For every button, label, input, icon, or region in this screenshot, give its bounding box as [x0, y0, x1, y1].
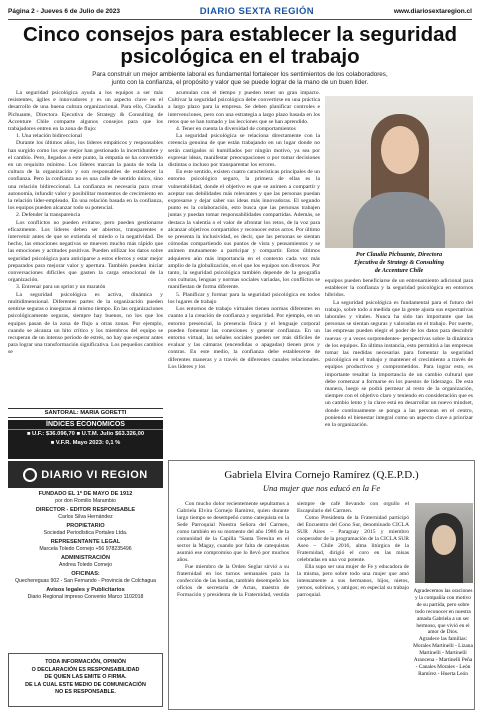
indices-title: ÍNDICES ECONÓMICOS [8, 420, 163, 430]
photo-body [353, 192, 445, 248]
subtitle-line-1: Para construir un mejor ambiente laboral es fundamental fortalecer los sentimientos de los colaboradores, [92, 71, 388, 78]
notice-line: DE LA CUAL ESTE MEDIO DE COMUNICACIÓN [25, 681, 146, 688]
section-heading: 1. Una relación bidireccional [16, 133, 83, 140]
staff-value: Marcela Toledo Cornejo +56 978235496 [39, 545, 132, 552]
header-rule [8, 19, 472, 20]
obituary-acknowledgement [413, 588, 473, 678]
article-subtitle [30, 71, 450, 87]
staff-value: Andrea Toledo Cornejo [59, 561, 112, 568]
paragraph: acumulan con el tiempo y pueden tener un gran impacto. Cultivar la seguridad psicológica debe convertirse en una práctica a largo plazo para la empresa. Se deben planificar controles e intervenciones, pero con una estrategia a largo plazo basada en los retos que se han tomado y las lecciones que se han aprendido. [168, 90, 320, 125]
staff-label: REPRESENTANTE LEGAL [50, 539, 121, 545]
paragraph: La seguridad psicológica ayuda a los equipos a ser más resistentes, ágiles e innovadores y es un aspecto clave en el desarrollo de una buena cultura organizacional. Para ello, Claudia Pichuante, Directora Ejecutiva de Strategy & Consulting de Accenture Chile comparte algunos consejos para que los trabajadores entren en la zona de flujo: [8, 90, 163, 133]
paragraph: Los entornos de trabajo virtuales tienen normas diferentes en cuanto a la creación de confianza y seguridad. Por ejemplo, en un entorno presencial, la presencia física y el lenguaje corporal pueden fomentar las conexiones y generar confianza. En un entorno virtual, las señales sociales pueden ser más difíciles de evaluar y las cámaras (encendidas o apagadas) tienen pros y contras. En este medio, la confianza debe establecerse de diferentes maneras y a través de diferentes canales relacionales. Los líderes y los [168, 306, 320, 370]
staff-label: OFICINAS: [71, 571, 100, 577]
paragraph: La seguridad psicológica es activa, dinámica y multidimensional. Diferentes partes de la organización pueden sentirse seguras o inseguras al mismo tiempo. En las organizaciones psicológicamente seguras, siempre hay buenos, no los que los equipos pasan de la zona de flujo a otras zonas. Por ejemplo, cuando se alcanza un hito crítico y los miembros del equipo se recuperan de un intenso período de estrés, no hay que esperar antes para lograr una transformación significativa. Los pequeños cambios se [8, 291, 163, 356]
photo-caption [322, 251, 476, 275]
photo-face [432, 525, 456, 555]
masthead: DIARIO SEXTA REGIÓN [199, 5, 315, 17]
obituary-title: Gabriela Elvira Cornejo Ramírez (Q.E.P.D.) [224, 469, 419, 481]
obituary-box [168, 460, 475, 710]
article-title [10, 24, 470, 68]
paragraph: Con mucho dolor recientemente sepultamos a Gabriela Elvira Cornejo Ramírez, quien durante largo tiempo se desempeñó como catequista en la Sede Parroquial Nuestra Señora del Carmen, como también en su momento del año 1986 de la comunidad de la Capilla "Santa Teresita en el sector la Magay, cuando por falta de catequistas asumió ese compromiso que lo llevó por muchos años. [177, 501, 289, 563]
page-header [8, 4, 472, 18]
staff-value: Carlos Silva Hernández [58, 513, 113, 520]
paragraph: Ella supo ser una mujer de Fe y educadora de la misma, pero sobre todo una mujer que amó intensamente a sus hermanos, hijos, nietos, yernos, sobrinos, y amigos; en especial su trabajo parroquial. [297, 564, 409, 598]
families-list: Morales Martinelli - Lizana Martinelli - Martinelli Arancena - Martinelli Peña - Canales Morales - León Ramírez - Huerta León [413, 643, 473, 677]
ack-text: Agradecemos las oraciones y la compañía con motivo de su partida, pero sobre todo reconocer en nuestra amada Gabriela a un ser hermoso, que vivió en el amor de Dios. [413, 588, 473, 636]
responsibility-notice [8, 653, 163, 707]
economic-indices-box [8, 420, 163, 459]
paragraph: En este sentido, existen cuatro características principales de un entorno psicológico seguro, la primera de ellas es la vulnerabilidad, donde el objetivo es que se animen a compartir y aceptar sus debilidades más relevantes y que las personas puedan expresarse y dejar saber sus ideas más innovadoras. El segundo punto es la colaboración, esto busca que las personas trabajen juntas y puedan tomar responsabilidades compartidas. Además, se destaca la valentía o el valor de afrontar los retos, de la voz para alcanzar objetivos compartidos y reconocer estos actos. Por último se presenta la inclusividad, es decir, que las personas se sientan cómodas compartiendo sus puntos de vista y pensamientos y se animen mutuamente a participar y compartir. Estos últimos adquieren aún más importancia en el contexto cada vez más amplio de la globalización, en el que los equipos son diversos. Por tanto, la seguridad psicológica también depende de la geografía con culturas, lenguas y normas sociales variadas, los conflictos se manifiestan de forma diferente. [168, 169, 320, 291]
staff-label: FUNDADO EL 1º DE MAYO DE 1912 [38, 491, 133, 497]
section-heading: 2. Defender la transparencia [16, 212, 81, 219]
caption-line-3: de Accenture Chile [374, 267, 424, 274]
paragraph: Fue miembro de la Orden Seglar sirvió a su fraternidad en los turnos semanales para la confección de las hostias, también desempeñó los oficios de secretaria de Actas, maestra de Formación y presidenta de la Fraternidad, vestida siempre de café llevando con orgullo el Escapulario del Carmen. [177, 501, 409, 598]
section-heading: 3. Entrenar para un sprint y un maratón [16, 284, 106, 291]
section-heading: 5. Planificar y formar para la seguridad psicológica en todos los lugares de trabajo [168, 291, 320, 305]
article-column-2 [168, 90, 320, 455]
logo-emblem-icon [23, 468, 37, 482]
notice-line: TODA INFORMACIÓN, OPINIÓN [45, 659, 126, 665]
caption-line-1: Por Claudia Pichuante, Directora [355, 251, 443, 258]
section-heading: 4. Tener en cuenta la diversidad de comportamientos [176, 126, 296, 133]
paragraph: La seguridad psicológica es fundamental para el futuro del trabajo, sobre todo a medida que la gente ajusta sus expectativas laborales y vitales. Nunca ha sido tan importante que las personas se sientan seguras y valoradas en el trabajo. Por suerte, las empresas pueden elegir el poder de los datos para descubrir nuevas -y a veces sorprendentes- perspectivas sobre la dinámica de los equipos. En última instancia, esto permitirá a las empresas tomar las medidas necesarias para fomentar la seguridad psicológica en el trabajo y mantener el crecimiento a través de equipos productivos y comprometidos. Para lograr esto, es importante resaltar la importancia de un cambio cultural que debe comenzar a formarse en los puestos de liderazgo. De esta manera, luego se podrá permear al resto de la organización, siempre con el objetivo claro y teniendo en consideración que es un cambio lento y la clave está en desarrollar un nuevo mindset, donde continuamente se ponga a las personas en el centro, poniendo el bienestar integral como un aspecto clave a priorizar en la organización. [325, 299, 473, 429]
author-photo [325, 96, 473, 248]
obituary-photo [415, 503, 473, 583]
paragraph: Los conflictos no pueden evitarse, pero pueden gestionarse eficazmente. Los líderes deben ser abiertos, transparentes e intervenir antes de que se extienda el miedo o la negatividad. De hecho, las emociones negativas se mueven mucho más rápido que las emociones y actitudes positivas. Pueden utilizar los datos sobre seguridad psicológica para anticiparse a estos efectos y estar mejor preparados para mejorar valor y apertura. También pueden iniciar conversaciones difíciles que gasten la carga emocional de la organización. [8, 219, 163, 284]
staff-value: Quechereguas 902 - San Fernando - Provincia de Colchagua [14, 577, 156, 584]
thanks-label: Agradece las familias: [418, 636, 468, 643]
obituary-text [177, 501, 409, 706]
logo-text: DIARIO VI REGION [41, 468, 148, 481]
website-link[interactable]: www.diariosextaregion.cl [393, 7, 472, 15]
notice-line: O DECLARACIÓN ES RESPONSABILIDAD [31, 666, 140, 673]
article-column-1 [8, 90, 163, 405]
staff-label: DIRECTOR - EDITOR RESPONSABLE [35, 507, 136, 513]
staff-value: por don Romilio Marambio [55, 497, 116, 504]
title-line-2: psicológica en el trabajo [120, 45, 360, 68]
staff-value: Diario Regional impreso Convenio Marco 1102018 [27, 593, 144, 600]
notice-line: DE QUIEN LAS EMITE O FIRMA. [44, 674, 127, 680]
obituary-subtitle: Una mujer que nos educó en la Fe [262, 483, 381, 493]
notice-line: NO ES RESPONSABLE. [55, 689, 116, 695]
indices-row-2: ■ V.F.R. Mayo 2023: 0,1 % [50, 440, 121, 446]
indices-row-1: ■ U.F.: $36.096,70 ■ U.T.M. Julio $63.326,00 [26, 431, 145, 437]
title-line-1: Cinco consejos para establecer la seguridad [22, 23, 458, 46]
staff-label: Avisos legales y Publicitarios [46, 587, 125, 593]
paragraph: Como Presidenta de la Fraternidad participó del Encuentro del Cono Sur, denominado CICLA SUR Aires – Paraguay 2015 y miembro cooperador de la programación de la CICLA SUR Aseo – Chile 2016, alma litúrgica de la Fraternidad, dirigió el coro en las misas celebradas en una voz potente. [297, 515, 409, 563]
paragraph: Durante los últimos años, los líderes empáticos y responsables han surgido como los que mejor han gestionado la incertidumbre y el cambio. Pero, llegados a este punto, la empatía se ha convertido en un requisito mínimo. Los líderes marcan la pauta de toda la cultura de la organización y son responsables de establecer la confianza. Pero la confianza no es una calle de sentido único, sino una relación bidireccional. La confianza es necesaria para crear autonomía, infundir valor y posibilitar momentos de crecimiento en la relación líder-empleado. En una relación basada en la confianza, los equipos pueden alcanzar todo su potencial. [8, 140, 163, 212]
paragraph: equipos pueden beneficiarse de un entrenamiento adicional para establecer la confianza y la seguridad psicológica en entornos híbridos. [325, 278, 473, 299]
staff-box [8, 491, 163, 649]
page-date: Página 2 - Jueves 6 de Julio de 2023 [8, 7, 120, 15]
newspaper-logo [8, 461, 163, 488]
santoral-bar: SANTORAL: MARIA GORETTI [8, 408, 163, 418]
photo-face [381, 126, 419, 174]
staff-value: Sociedad Periodística Portales Ltda. [43, 529, 128, 536]
staff-label: PROPIETARIO [66, 523, 105, 529]
subtitle-line-2: junto con la confianza, el propósito y valor que se puede lograr de la mano de un buen líder. [111, 79, 369, 86]
paragraph: La seguridad psicológica se relaciona directamente con la creencia genuina de que están trabajando en un lugar donde no serán castigados ni humillados por ningún motivo, ya sea por expresar ideas, manifestar preocupaciones o por tomar decisiones distintas o incluso por transparentar los errores. [168, 133, 320, 169]
article-column-3 [325, 278, 473, 456]
staff-label: ADMINISTRACIÓN [60, 555, 111, 561]
caption-line-2: Ejecutiva de Strategy & Consulting [353, 259, 445, 266]
